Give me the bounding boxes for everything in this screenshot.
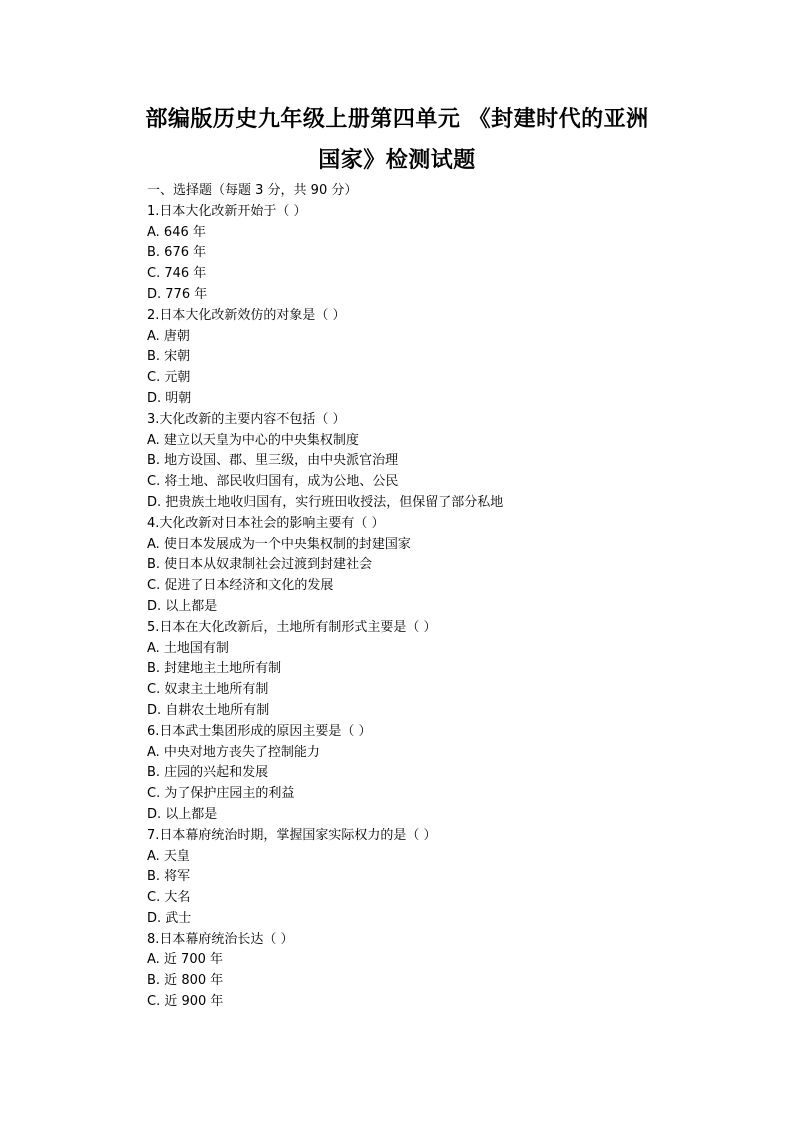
answer-option: B. 封建地主土地所有制	[147, 661, 282, 677]
question-stem: 6.日本武士集团形成的原因主要是（ ）	[147, 723, 372, 739]
answer-option: A. 建立以天皇为中心的中央集权制度	[147, 432, 359, 448]
answer-option: D. 自耕农土地所有制	[147, 702, 270, 718]
answer-option: C. 将土地、部民收归国有，成为公地、公民	[147, 474, 399, 490]
question-list	[147, 181, 707, 1013]
answer-option: C. 746 年	[147, 266, 207, 282]
answer-option: D. 把贵族土地收归国有，实行班田收授法，但保留了部分私地	[147, 494, 504, 510]
answer-option: C. 奴隶主土地所有制	[147, 682, 269, 698]
answer-option: B. 近 800 年	[147, 973, 224, 989]
answer-option: B. 676 年	[147, 245, 207, 261]
answer-option: A. 中央对地方丧失了控制能力	[147, 744, 320, 760]
answer-option: C. 促进了日本经济和文化的发展	[147, 578, 334, 594]
answer-option: D. 以上都是	[147, 598, 218, 614]
answer-option: D. 明朝	[147, 390, 192, 406]
question-stem: 1.日本大化改新开始于（ ）	[147, 203, 307, 219]
answer-option: A. 近 700 年	[147, 952, 224, 968]
document-title-line-2: 国家》检测试题	[318, 148, 476, 173]
answer-option: B. 庄园的兴起和发展	[147, 765, 269, 781]
section-heading: 一、选择题（每题 3 分，共 90 分）	[147, 183, 358, 198]
answer-option: D. 武士	[147, 910, 192, 926]
answer-option: D. 776 年	[147, 286, 208, 302]
answer-option: D. 以上都是	[147, 806, 218, 822]
question-stem: 2.日本大化改新效仿的对象是（ ）	[147, 307, 346, 323]
answer-option: A. 646 年	[147, 224, 206, 240]
answer-option: A. 天皇	[147, 848, 190, 864]
answer-option: C. 大名	[147, 890, 191, 906]
answer-option: B. 使日本从奴隶制社会过渡到封建社会	[147, 557, 373, 573]
question-stem: 5.日本在大化改新后，土地所有制形式主要是（ ）	[147, 619, 437, 635]
answer-option: B. 地方设国、郡、里三级，由中央派官治理	[147, 453, 399, 469]
answer-option: B. 将军	[147, 869, 191, 885]
answer-option: C. 元朝	[147, 370, 191, 386]
answer-option: C. 为了保护庄园主的利益	[147, 786, 295, 802]
answer-option: C. 近 900 年	[147, 994, 224, 1010]
answer-option: A. 唐朝	[147, 328, 190, 344]
answer-option: B. 宋朝	[147, 349, 191, 365]
answer-option: A. 使日本发展成为一个中央集权制的封建国家	[147, 536, 411, 552]
question-stem: 4.大化改新对日本社会的影响主要有（ ）	[147, 515, 385, 531]
question-stem: 7.日本幕府统治时期，掌握国家实际权力的是（ ）	[147, 827, 437, 843]
answer-option: A. 土地国有制	[147, 640, 229, 656]
question-stem: 8.日本幕府统治长达（ ）	[147, 931, 294, 947]
document-title-line-1: 部编版历史九年级上册第四单元 《封建时代的亚洲	[145, 107, 649, 132]
question-stem: 3.大化改新的主要内容不包括（ ）	[147, 411, 346, 427]
